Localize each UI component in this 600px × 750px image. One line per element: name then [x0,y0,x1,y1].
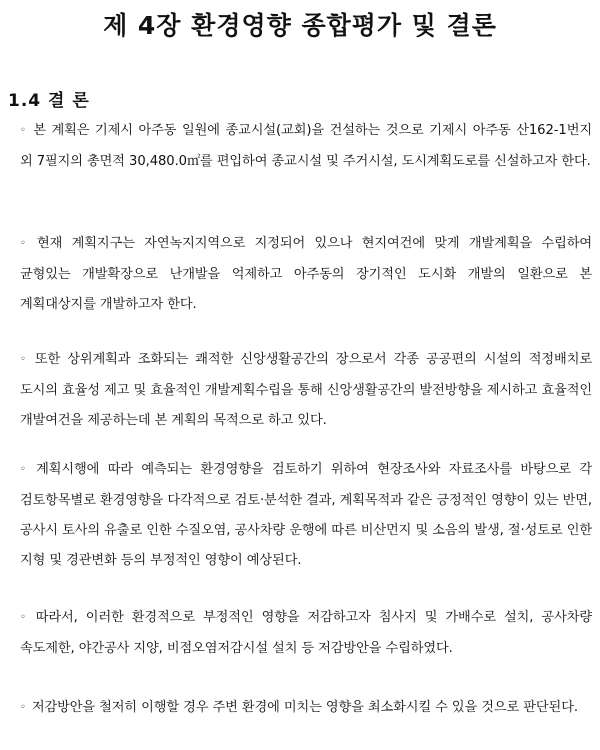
paragraph-6 [20,693,592,724]
bullet-icon: ◦ [20,612,30,623]
paragraph-2 [20,229,592,320]
section-heading: 1.4 결 론 [8,91,90,111]
bullet-icon: ◦ [20,125,28,136]
bullet-icon: ◦ [20,354,29,365]
paragraph-text: 또한 상위계획과 조화되는 쾌적한 신앙생활공간의 장으로서 각종 공공편의 시설의 적정배치로 도시의 효율성 제고 및 효율적인 개발계획수립을 통해 신앙생활공간의 발전방향을 제시하고 효율적인 개발여건을 제공하는데 본 계획의 목적으로 하고 있다. [20,352,592,428]
paragraph-text: 본 계획은 기제시 아주동 일원에 종교시설(교회)을 건설하는 것으로 기제시 아주동 산162-1번지 외 7필지의 총면적 30,480.0㎡를 편입하여 종교시설 및 주거시설, 도시계획도로를 신설하고자 한다. [20,123,592,169]
paragraph-5 [20,603,592,664]
paragraph-text: 저감방안을 철저히 이행할 경우 주변 환경에 미치는 영향을 최소화시킬 수 있을 것으로 판단된다. [31,700,578,715]
paragraph-text: 따라서, 이러한 환경적으로 부정적인 영향을 저감하고자 침사지 및 가배수로 설치, 공사차량 속도제한, 야간공사 지양, 비점오염저감시설 설치 등 저감방안을 수립하였다. [20,610,592,656]
paragraph-3 [20,345,592,436]
paragraph-text: 현재 계획지구는 자연녹지지역으로 지정되어 있으나 현지여건에 맞게 개발계획을 수립하여 균형있는 개발확장으로 난개발을 억제하고 아주동의 장기적인 도시화 개발의 일환으로 본 계획대상지를 개발하고자 한다. [20,236,592,312]
paragraph-4 [20,455,592,576]
bullet-icon: ◦ [20,702,26,713]
paragraph-text: 계획시행에 따라 예측되는 환경영향을 검토하기 위하여 현장조사와 자료조사를 바탕으로 각 검토항목별로 환경영향을 다각적으로 검토·분석한 결과, 계획목적과 같은 긍정적인 영향이 있는 반면, 공사시 토사의 유출로 인한 수질오염, 공사차량 운행에 따른 비산먼지 및 소음의 발생, 절·성토로 인한 지형 및 경관변화 등의 부정적인 영향이 예상된다. [20,462,592,568]
paragraph-1 [20,116,592,177]
bullet-icon: ◦ [20,464,31,475]
bullet-icon: ◦ [20,238,32,249]
page-title: 제 4장 환경영향 종합평가 및 결론 [103,11,497,40]
